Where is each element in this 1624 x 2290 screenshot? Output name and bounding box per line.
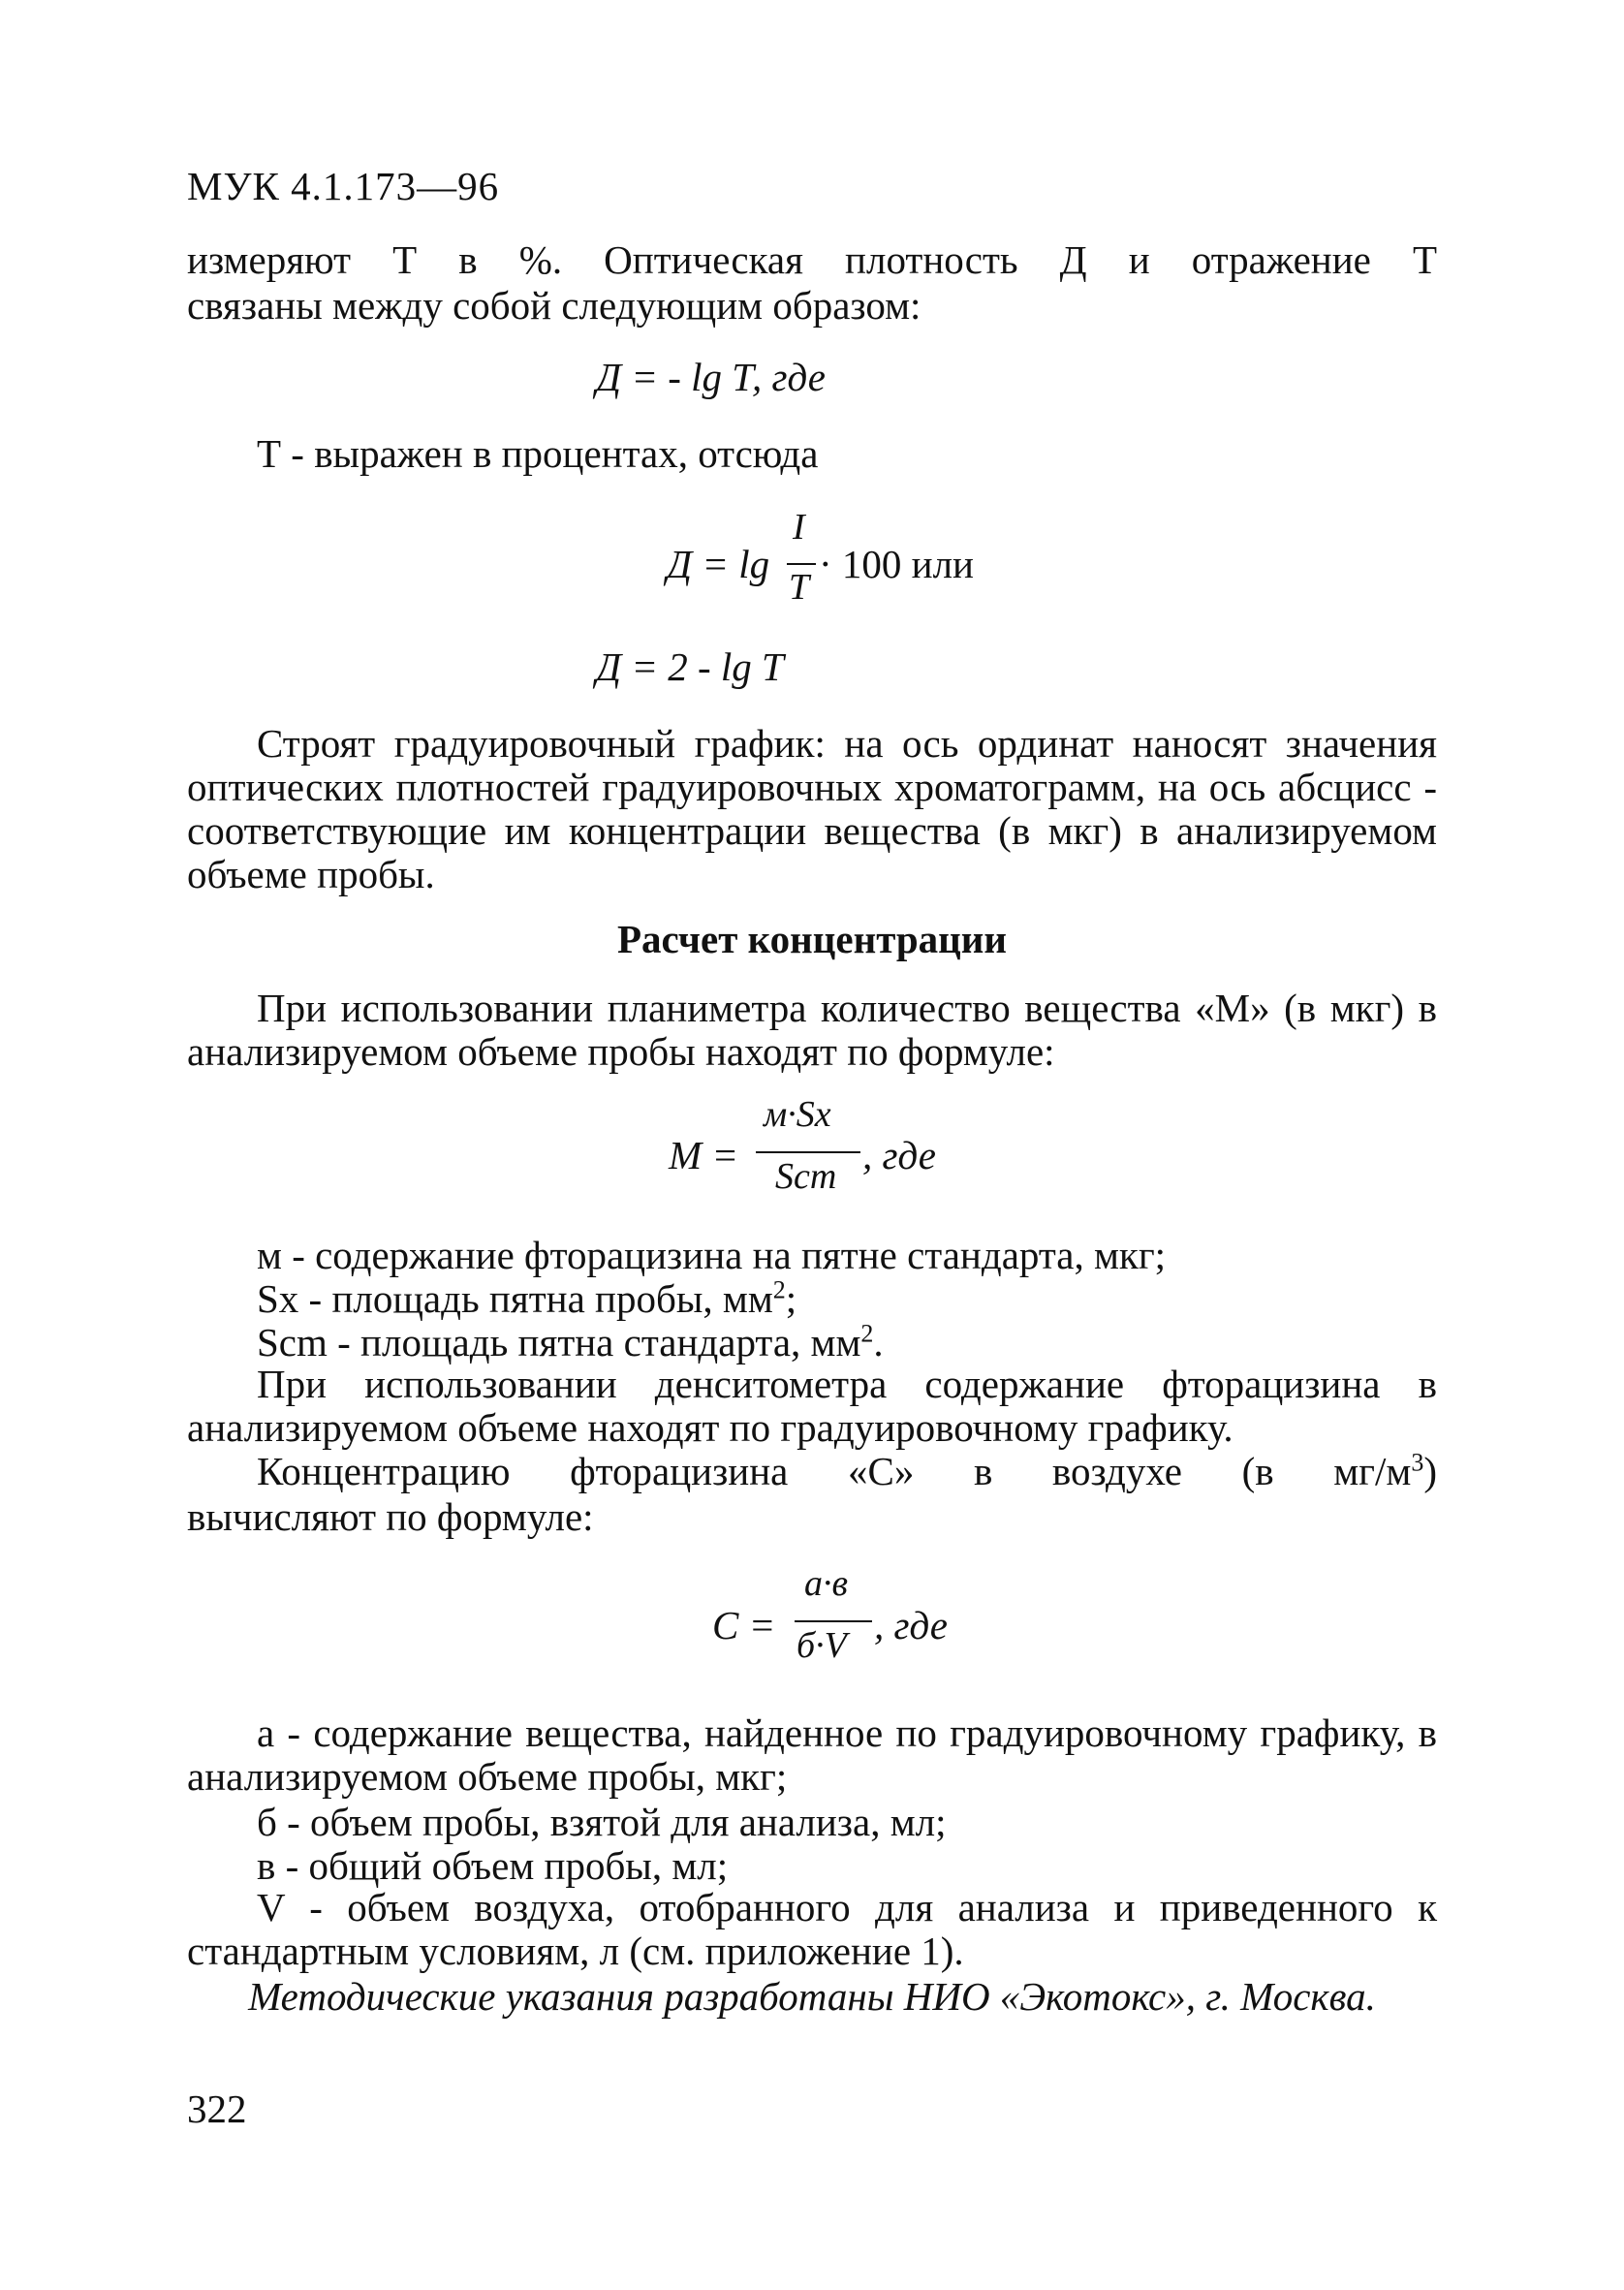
formula-left: Д = lg: [667, 542, 770, 586]
formula-density-2: Д = 2 - lg Т: [596, 644, 784, 689]
definition-m: м - содержание фторацизина на пятне стандарта, мкг;: [257, 1233, 1167, 1277]
fraction-numerator: а·в: [804, 1563, 848, 1604]
definition-air-volume: V - объем воздуха, отобранного для анализа и приведенного к стандартным условиям, л (см. приложение 1).: [187, 1885, 1437, 1973]
section-heading: Расчет концентрации: [616, 917, 1008, 961]
footer-note: Методические указания разработаны НИО «Экотокс», г. Москва.: [248, 1974, 1376, 2019]
formula-right: , где: [874, 1603, 948, 1647]
fraction-denominator: T: [789, 567, 810, 608]
page-number: 322: [187, 2086, 247, 2131]
paragraph-concentration: Концентрацию фторацизина «С» в воздухе (в $мг/м^3$): [257, 1448, 1437, 1493]
fraction-bar: [795, 1620, 872, 1622]
paragraph-line: вычисляют по формуле:: [187, 1494, 594, 1539]
definition-b: б - объем пробы, взятой для анализа, мл;: [257, 1800, 947, 1844]
fraction-denominator: б·V: [796, 1625, 847, 1666]
definition-sx: Sx - площадь пятна пробы, $мм^2$;: [257, 1275, 797, 1321]
fraction-numerator: I: [793, 507, 805, 548]
definition-a: а - содержание вещества, найденное по градуировочному графику, в анализируемом объеме пробы, мкг;: [187, 1710, 1437, 1799]
text-line: Т - выражен в процентах, отсюда: [257, 431, 819, 476]
paragraph-planimeter: При использовании планиметра количество вещества «М» (в мкг) в анализируемом объеме пробы находят по формуле:: [187, 986, 1437, 1074]
paragraph-line: измеряют Т в %. Оптическая плотность Д и отражение Т: [187, 237, 1437, 282]
document-code-header: МУК 4.1.173—96: [187, 164, 500, 208]
paragraph-line: связаны между собой следующим образом:: [187, 283, 921, 328]
fraction-bar: [756, 1151, 860, 1153]
formula-left: С =: [712, 1603, 776, 1647]
fraction-denominator: Scm: [775, 1156, 837, 1197]
fraction-numerator: м·Sx: [764, 1094, 831, 1135]
paragraph-densitometer: При использовании денситометра содержание фторацизина в анализируемом объеме находят по градуировочному графику.: [187, 1362, 1437, 1450]
formula-optical-density: Д = - lg Т, где: [596, 355, 826, 399]
fraction-bar: [787, 563, 816, 565]
formula-right: , где: [862, 1133, 936, 1177]
formula-right: · 100 или: [819, 542, 974, 586]
definition-v: в - общий объем пробы, мл;: [257, 1843, 729, 1888]
definition-scm: Scm - площадь пятна стандарта, $мм^2$.: [257, 1319, 884, 1365]
paragraph-calibration: Строят градуировочный график: на ось ординат наносят значения оптических плотностей градуировочных хроматограмм, на ось абсцисс - соответствующие им концентрации вещества (в мкг) в анализируемом объеме пробы.: [187, 721, 1437, 896]
formula-left: М =: [669, 1133, 739, 1177]
